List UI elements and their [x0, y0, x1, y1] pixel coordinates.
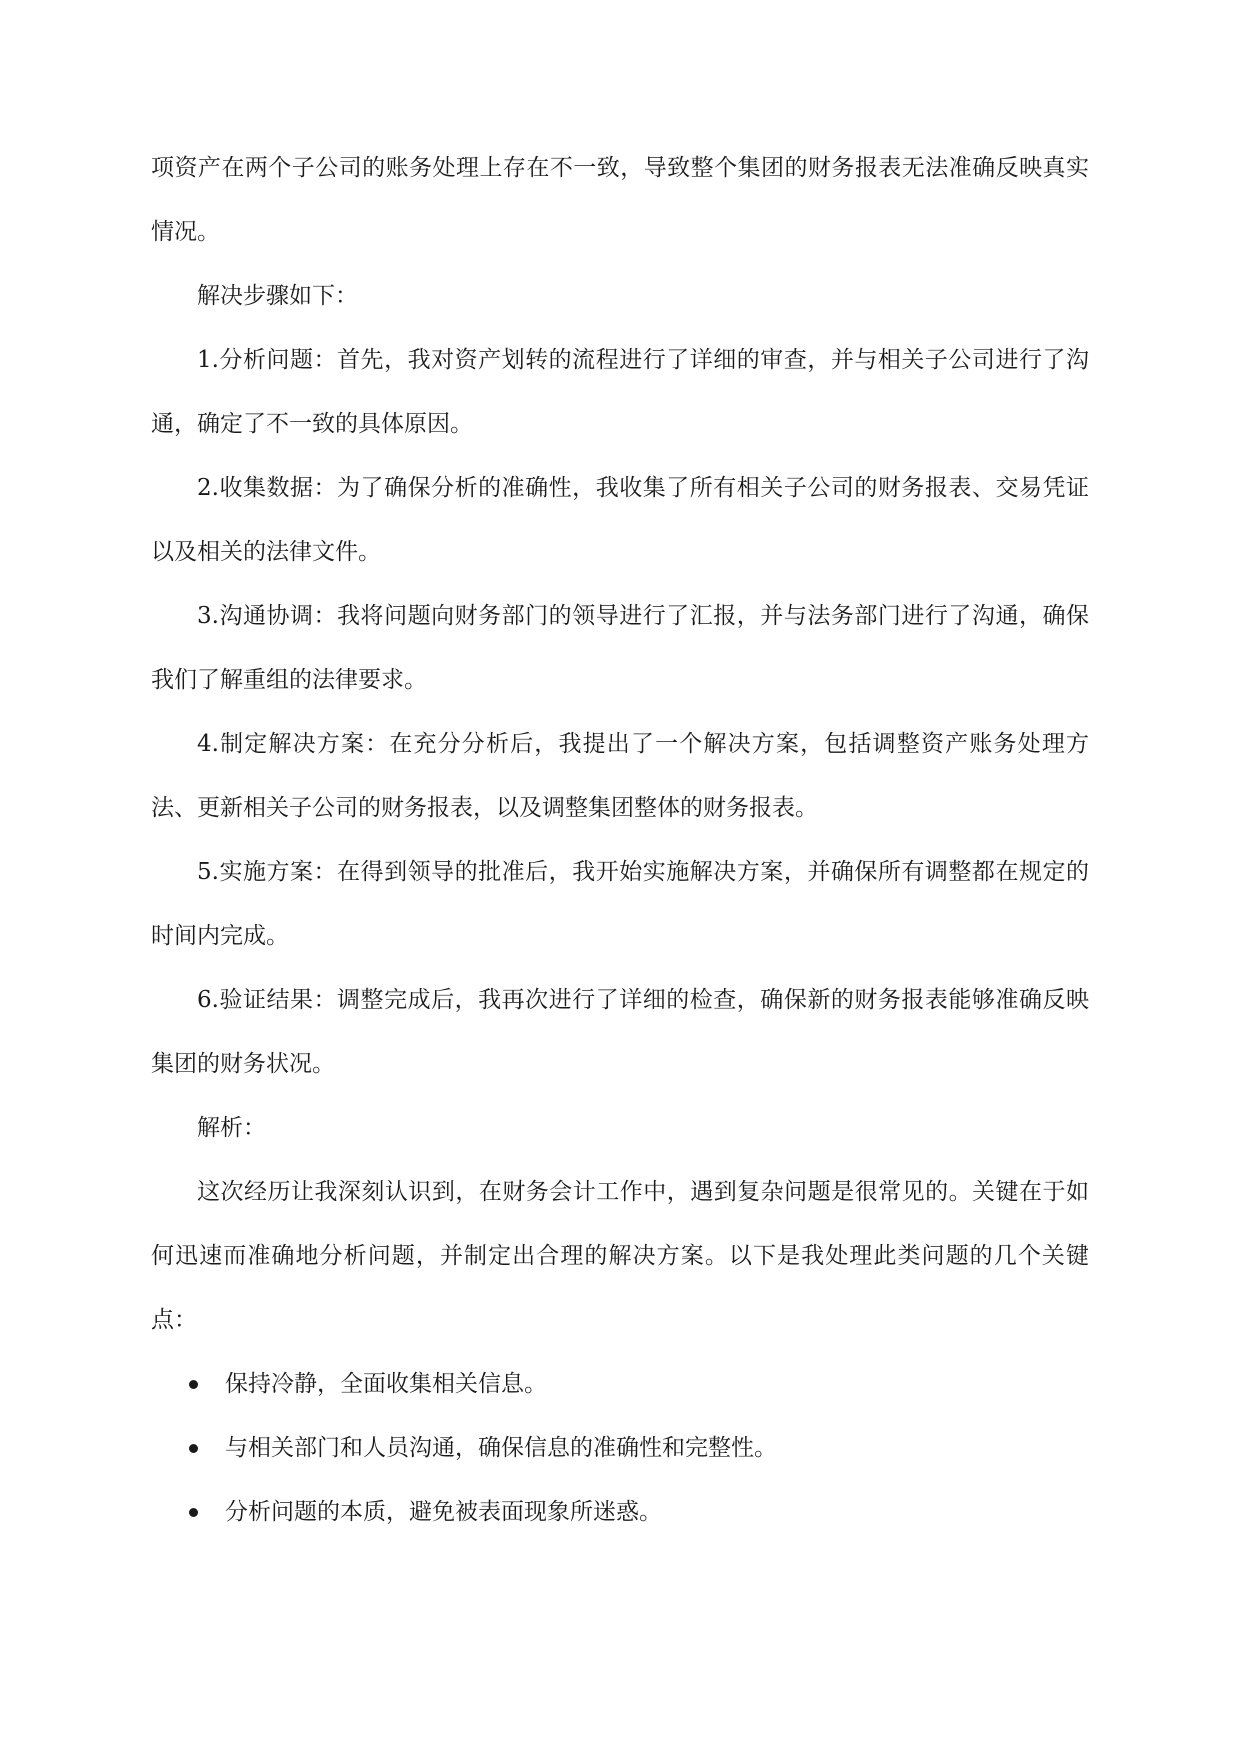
- bullet-icon: [189, 1444, 198, 1453]
- paragraph-step-2: 2.收集数据：为了确保分析的准确性，我收集了所有相关子公司的财务报表、交易凭证以及相关的法律文件。: [151, 475, 1089, 565]
- key-points-list: [151, 1352, 1089, 1544]
- list-item: [151, 1480, 1089, 1544]
- list-item: [151, 1352, 1089, 1416]
- list-item-text: 分析问题的本质，避免被表面现象所迷惑。: [225, 1499, 662, 1525]
- bullet-icon: [189, 1508, 198, 1517]
- paragraph-step-6: 6.验证结果：调整完成后，我再次进行了详细的检查，确保新的财务报表能够准确反映集团的财务状况。: [151, 987, 1089, 1077]
- list-item-text: 保持冷静，全面收集相关信息。: [225, 1371, 547, 1397]
- paragraph-analysis-heading: 解析：: [197, 1115, 266, 1141]
- paragraph-analysis-body: 这次经历让我深刻认识到，在财务会计工作中，遇到复杂问题是很常见的。关键在于如何迅速而准确地分析问题，并制定出合理的解决方案。以下是我处理此类问题的几个关键点：: [151, 1179, 1089, 1333]
- paragraph-step-5: 5.实施方案：在得到领导的批准后，我开始实施解决方案，并确保所有调整都在规定的时间内完成。: [151, 859, 1089, 949]
- paragraph-steps-intro: 解决步骤如下：: [197, 283, 358, 309]
- list-item: [151, 1416, 1089, 1480]
- paragraph-step-3: 3.沟通协调：我将问题向财务部门的领导进行了汇报，并与法务部门进行了沟通，确保我们了解重组的法律要求。: [151, 603, 1089, 693]
- paragraph-step-4: 4.制定解决方案：在充分分析后，我提出了一个解决方案，包括调整资产账务处理方法、更新相关子公司的财务报表，以及调整集团整体的财务报表。: [151, 731, 1089, 821]
- list-item-text: 与相关部门和人员沟通，确保信息的准确性和完整性。: [225, 1435, 777, 1461]
- document-body: [151, 136, 1089, 1544]
- paragraph-continuation: 项资产在两个子公司的账务处理上存在不一致，导致整个集团的财务报表无法准确反映真实情况。: [151, 155, 1089, 245]
- bullet-icon: [189, 1380, 198, 1389]
- paragraph-step-1: 1.分析问题：首先，我对资产划转的流程进行了详细的审查，并与相关子公司进行了沟通，确定了不一致的具体原因。: [151, 347, 1089, 437]
